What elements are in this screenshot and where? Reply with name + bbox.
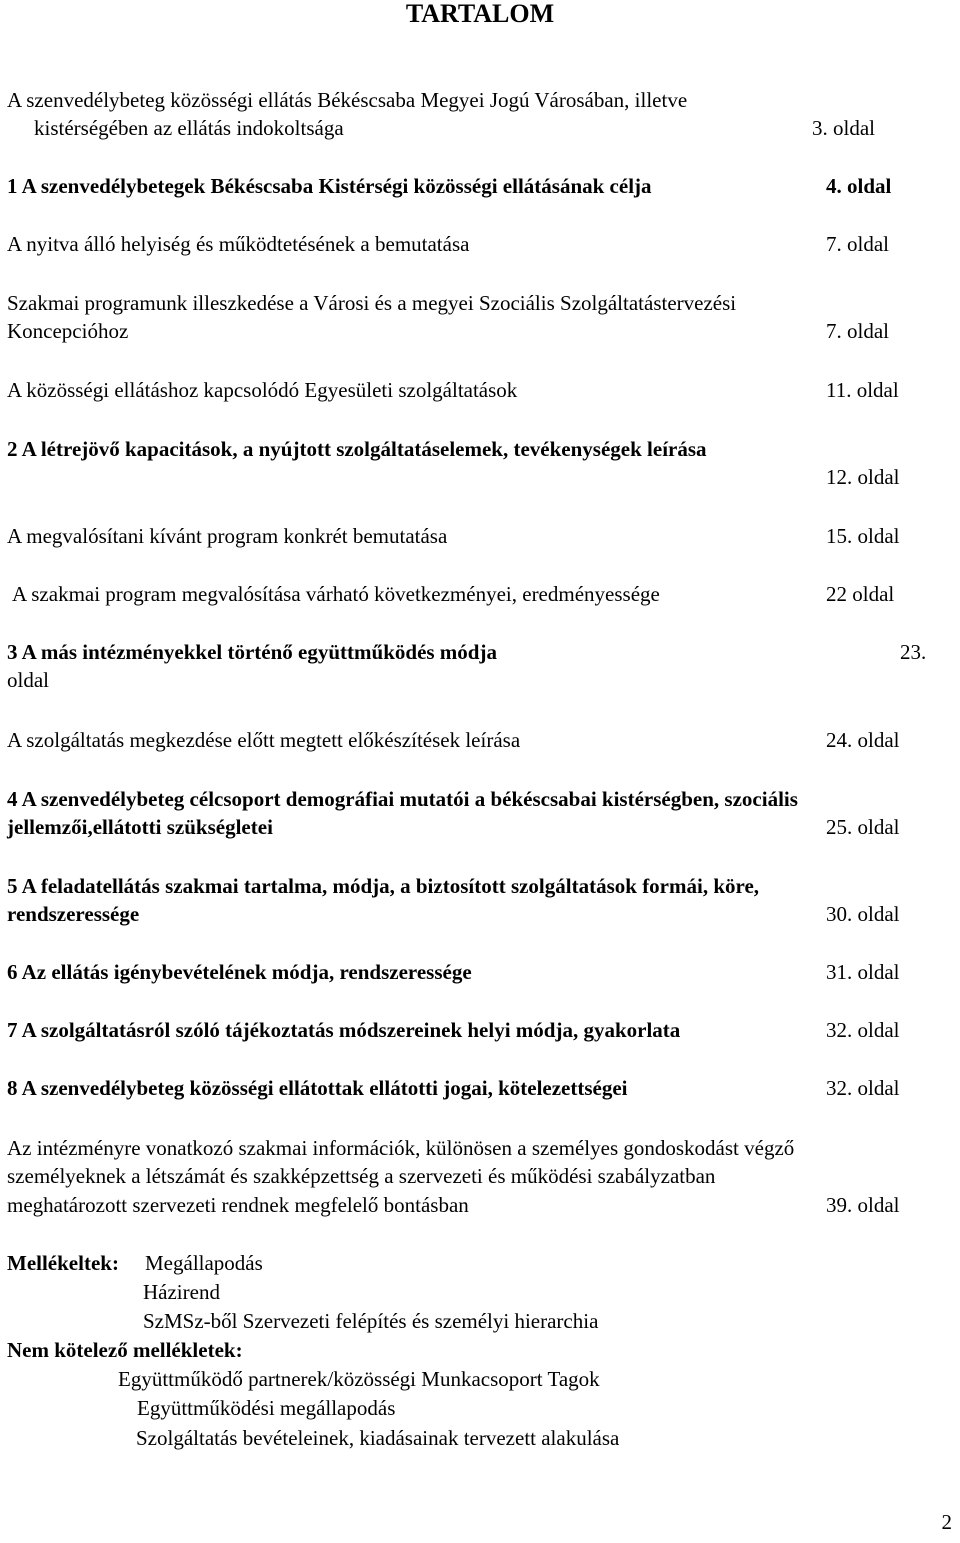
toc-entry-page: 22 oldal (826, 582, 895, 606)
toc-entry-page: 25. oldal (826, 815, 900, 839)
toc-entry-text: A szolgáltatás megkezdése előtt megtett előkészítések leírása (7, 728, 521, 752)
toc-entry-text: 6 Az ellátás igénybevételének módja, rendszeressége (7, 960, 472, 984)
toc-entry-page: 31. oldal (826, 960, 900, 984)
toc-entry-text: 8 A szenvedélybeteg közösségi ellátottak ellátotti jogai, kötelezettségei (7, 1076, 628, 1100)
attachment-item: SzMSz-ből Szervezeti felépítés és személyi hierarchia (143, 1309, 599, 1333)
toc-entry-page: 32. oldal (826, 1018, 900, 1042)
attachment-item: Házirend (143, 1280, 220, 1304)
toc-entry-page: 3. oldal (812, 116, 875, 140)
toc-entry-page: 24. oldal (826, 728, 900, 752)
toc-entry-page: 39. oldal (826, 1193, 900, 1217)
toc-entry-page: 30. oldal (826, 902, 900, 926)
toc-entry-text: A megvalósítani kívánt program konkrét bemutatása (7, 524, 448, 548)
toc-entry-text: 3 A más intézményekkel történő együttműködés módja (7, 640, 497, 664)
optional-attachments-label: Nem kötelező mellékletek: (7, 1338, 243, 1362)
toc-entry-text: 2 A létrejövő kapacitások, a nyújtott szolgáltatáselemek, tevékenységek leírása (7, 437, 707, 461)
toc-entry-page: 32. oldal (826, 1076, 900, 1100)
toc-entry-text: Szakmai programunk illeszkedése a Városi és a megyei Szociális Szolgáltatástervezési (7, 291, 737, 315)
toc-entry-page: 7. oldal (826, 232, 889, 256)
toc-entry-text: A közösségi ellátáshoz kapcsolódó Egyesületi szolgáltatások (7, 378, 518, 402)
page-title: TARTALOM (405, 0, 555, 28)
toc-entry-text: 1 A szenvedélybetegek Békéscsaba Kistérségi közösségi ellátásának célja (7, 174, 652, 198)
toc-entry-text: kistérségében az ellátás indokoltsága (34, 116, 344, 140)
toc-entry-page: 12. oldal (826, 465, 900, 489)
optional-attachment-item: Szolgáltatás bevételeinek, kiadásainak tervezett alakulása (136, 1426, 620, 1450)
toc-entry-text: 7 A szolgáltatásról szóló tájékoztatás módszereinek helyi módja, gyakorlata (7, 1018, 681, 1042)
toc-entry-text: Az intézményre vonatkozó szakmai információk, különösen a személyes gondoskodást végző (7, 1136, 795, 1160)
toc-entry-page: 15. oldal (826, 524, 900, 548)
toc-entry-text: A szenvedélybeteg közösségi ellátás Békéscsaba Megyei Jogú Városában, illetve (7, 88, 688, 112)
toc-entry-text: meghatározott szervezeti rendnek megfelelő bontásban (7, 1193, 469, 1217)
optional-attachment-item: Együttműködő partnerek/közösségi Munkacsoport Tagok (118, 1367, 600, 1391)
toc-entry-page-cont: oldal (7, 668, 49, 692)
toc-entry-text: jellemzői,ellátotti szükségletei (7, 815, 273, 839)
toc-entry-text: rendszeressége (7, 902, 140, 926)
toc-entry-text: A nyitva álló helyiség és működtetésének a bemutatása (7, 232, 470, 256)
toc-entry-text: személyeknek a létszámát és szakképzettség a szervezeti és működési szabályzatban (7, 1164, 716, 1188)
toc-entry-page: 7. oldal (826, 319, 889, 343)
toc-entry-text: 5 A feladatellátás szakmai tartalma, módja, a biztosított szolgáltatások formái, köre, (7, 874, 760, 898)
toc-entry-page: 23. (900, 640, 927, 664)
toc-entry-page: 11. oldal (826, 378, 899, 402)
toc-entry-text: Koncepcióhoz (7, 319, 129, 343)
toc-entry-page: 4. oldal (826, 174, 892, 198)
optional-attachment-item: Együttműködési megállapodás (137, 1396, 396, 1420)
attachment-item: Megállapodás (145, 1251, 263, 1275)
toc-entry-text: 4 A szenvedélybeteg célcsoport demográfiai mutatói a békéscsabai kistérségben, szociális (7, 787, 798, 811)
toc-entry-text: A szakmai program megvalósítása várható következményei, eredményessége (12, 582, 660, 606)
page-number: 2 (941, 1510, 952, 1534)
attachments-label: Mellékeltek: (7, 1251, 119, 1275)
